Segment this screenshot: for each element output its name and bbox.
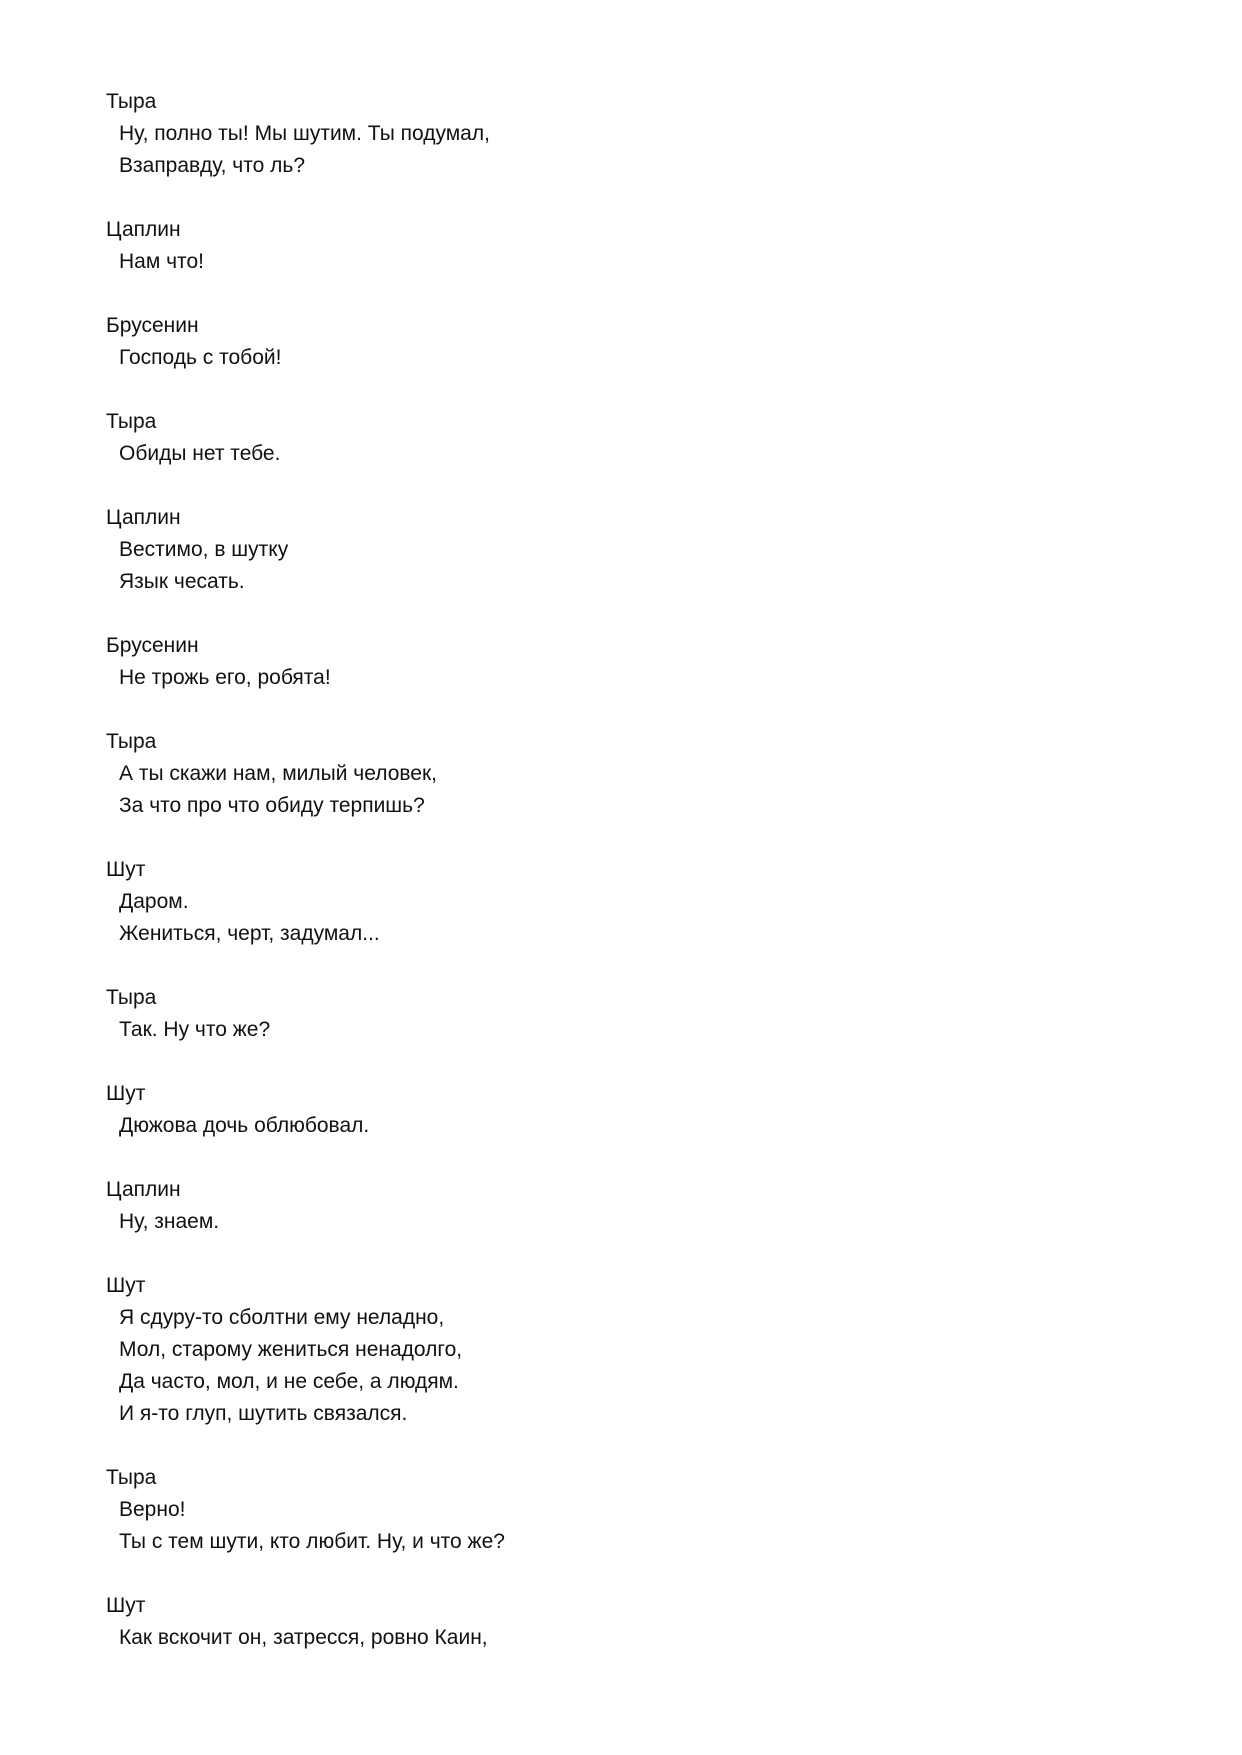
dialogue-line: Как вскочит он, затресся, ровно Каин, [119, 1626, 488, 1649]
dialogue-line: Верно! [119, 1498, 186, 1521]
dialogue-block [106, 726, 1106, 822]
dialogue-line: Дюжова дочь облюбовал. [119, 1114, 370, 1137]
dialogue-line: Мол, старому жениться ненадолго, [119, 1338, 463, 1361]
speaker-name: Шут [106, 1274, 146, 1297]
dialogue-block [106, 310, 1106, 374]
dialogue-line: Так. Ну что же? [119, 1018, 271, 1041]
dialogue-line: Господь с тобой! [119, 346, 282, 369]
dialogue-block [106, 502, 1106, 598]
dialogue-line: Язык чесать. [119, 570, 245, 593]
dialogue-block [106, 630, 1106, 694]
speaker-name: Тыра [106, 90, 157, 113]
dialogue-block [106, 1174, 1106, 1238]
speaker-name: Тыра [106, 1466, 157, 1489]
dialogue-line: За что про что обиду терпишь? [119, 794, 425, 817]
dialogue-block [106, 86, 1106, 182]
play-script-text [106, 86, 1106, 1686]
dialogue-block [106, 1270, 1106, 1430]
speaker-name: Шут [106, 858, 146, 881]
dialogue-line: Взаправду, что ль? [119, 154, 305, 177]
dialogue-line: Ну, знаем. [119, 1210, 220, 1233]
dialogue-block [106, 982, 1106, 1046]
speaker-name: Шут [106, 1594, 146, 1617]
dialogue-line: Вестимо, в шутку [119, 538, 289, 561]
dialogue-block [106, 1078, 1106, 1142]
speaker-name: Тыра [106, 410, 157, 433]
dialogue-block [106, 406, 1106, 470]
dialogue-line: Ты с тем шути, кто любит. Ну, и что же? [119, 1530, 505, 1553]
speaker-name: Цаплин [106, 218, 181, 241]
dialogue-line: Нам что! [119, 250, 204, 273]
dialogue-line: А ты скажи нам, милый человек, [119, 762, 438, 785]
dialogue-line: Не трожь его, робята! [119, 666, 331, 689]
speaker-name: Цаплин [106, 506, 181, 529]
dialogue-line: Я сдуру-то сболтни ему неладно, [119, 1306, 445, 1329]
dialogue-block [106, 214, 1106, 278]
dialogue-line: Жениться, черт, задумал... [119, 922, 380, 945]
dialogue-block [106, 1462, 1106, 1558]
dialogue-block [106, 1590, 1106, 1654]
speaker-name: Брусенин [106, 314, 199, 337]
dialogue-block [106, 854, 1106, 950]
speaker-name: Тыра [106, 986, 157, 1009]
speaker-name: Брусенин [106, 634, 199, 657]
speaker-name: Тыра [106, 730, 157, 753]
speaker-name: Шут [106, 1082, 146, 1105]
dialogue-line: Обиды нет тебе. [119, 442, 281, 465]
dialogue-line: Даром. [119, 890, 189, 913]
dialogue-line: Ну, полно ты! Мы шутим. Ты подумал, [119, 122, 490, 145]
speaker-name: Цаплин [106, 1178, 181, 1201]
dialogue-line: Да часто, мол, и не себе, а людям. [119, 1370, 459, 1393]
dialogue-line: И я-то глуп, шутить связался. [119, 1402, 408, 1425]
